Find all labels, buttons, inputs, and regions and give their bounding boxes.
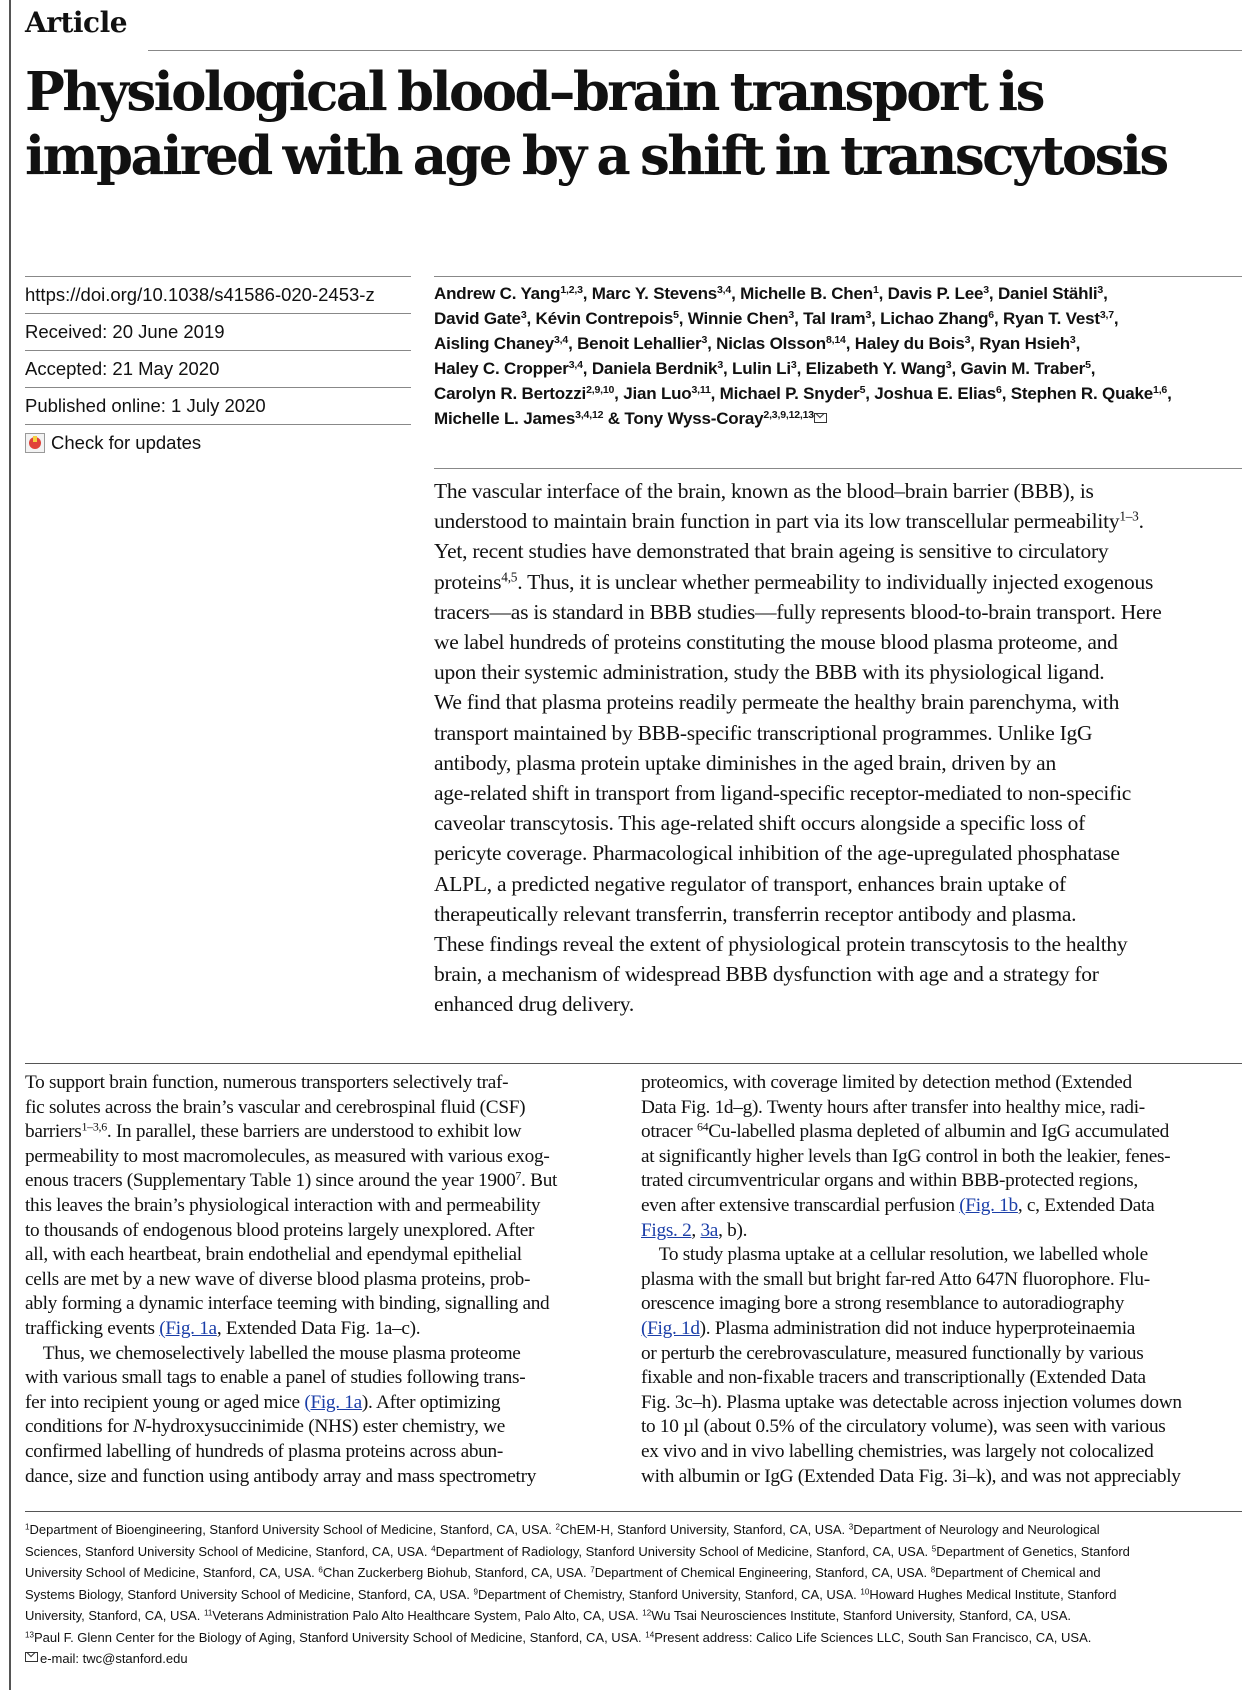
body-line xyxy=(25,1194,623,1219)
citation-ref: 1–3 xyxy=(1119,508,1139,524)
body-line xyxy=(641,1145,1239,1170)
author-separator: , xyxy=(731,284,741,303)
author-name[interactable]: Lulin Li xyxy=(732,359,791,378)
author-separator: , xyxy=(878,284,888,303)
author-separator: , xyxy=(1001,384,1011,403)
author-name[interactable]: Daniela Berdnik xyxy=(591,359,718,378)
affiliation-number: 3 xyxy=(945,359,952,372)
abstract-line: The vascular interface of the brain, known as the blood–brain barrier (BBB), is xyxy=(434,479,1094,503)
crossmark-icon xyxy=(25,433,45,453)
body-line xyxy=(25,1415,623,1440)
text-run: Paul F. Glenn Center for the Biology of Aging, Stanford University School of Medicine, Stanford, CA, USA. xyxy=(33,1629,646,1645)
text-run: with various small tags to enable a panel of studies following trans- xyxy=(25,1367,526,1389)
abstract-line: caveolar transcytosis. This age-related shift occurs alongside a specific loss of xyxy=(434,811,1086,836)
abstract-line: enhanced drug delivery. xyxy=(434,992,635,1017)
body-line xyxy=(25,1169,623,1194)
affiliations-footnotes xyxy=(25,1519,1245,1670)
affiliation-number: 3,4 xyxy=(717,284,732,297)
text-run: Howard Hughes Medical Institute, Stanford xyxy=(869,1586,1117,1602)
body-line xyxy=(641,1243,1239,1268)
superscript-ref: 9 xyxy=(473,1587,478,1597)
check-for-updates-label: Check for updates xyxy=(51,432,202,453)
body-line xyxy=(25,1219,623,1244)
author-separator: , xyxy=(865,384,875,403)
author-line xyxy=(434,381,1244,406)
text-run: Thus, we chemoselectively labelled the mouse plasma proteome xyxy=(25,1342,521,1364)
text-run: ). Plasma administration did not induce hyperproteinaemia xyxy=(699,1317,1136,1339)
author-separator: , xyxy=(723,359,733,378)
abstract-line: We find that plasma proteins readily permeate the healthy brain parenchyma, with xyxy=(434,690,1120,715)
superscript-ref: 10 xyxy=(860,1587,870,1597)
author-name[interactable]: Michelle B. Chen xyxy=(740,284,873,303)
figure-link[interactable]: (Fig. 1d xyxy=(641,1317,700,1339)
received-date: Received: 20 June 2019 xyxy=(25,313,411,350)
body-line xyxy=(641,1120,1239,1145)
text-run: fixable and non-fixable tracers and transcriptionally (Extended Data xyxy=(641,1367,1146,1389)
abstract-line: age-related shift in transport from ligand-specific receptor-mediated to non-specific xyxy=(434,781,1132,806)
text-run: , b). xyxy=(718,1219,748,1241)
body-line xyxy=(641,1071,1239,1096)
abstract-line xyxy=(434,567,1242,597)
figure-link[interactable]: (Fig. 1a xyxy=(304,1391,362,1413)
text-run: permeability to most macromolecules, as measured with various exog- xyxy=(25,1145,550,1167)
author-name[interactable]: Carolyn R. Bertozzi xyxy=(434,384,587,403)
body-line xyxy=(641,1292,1239,1317)
abstract-line xyxy=(434,506,1242,536)
text-run: at significantly higher levels than IgG control in both the leakier, fenes- xyxy=(641,1145,1171,1167)
affiliation-number: 2,3,9,12,13 xyxy=(763,409,814,422)
affiliation-number: 5 xyxy=(673,309,679,322)
text-run: enous tracers (Supplementary Table 1) since around the year 1900 xyxy=(25,1170,516,1192)
published-date: Published online: 1 July 2020 xyxy=(25,387,411,424)
superscript-ref: 4 xyxy=(431,1544,436,1554)
body-line xyxy=(25,1268,623,1293)
text-run: Systems Biology, Stanford University School of Medicine, Stanford, CA, USA. xyxy=(25,1586,474,1602)
body-line xyxy=(25,1342,623,1367)
text-run: To study plasma uptake at a cellular resolution, we labelled whole xyxy=(641,1244,1148,1266)
affiliation-number: 6 xyxy=(988,309,994,322)
superscript-ref: 1–3,6 xyxy=(81,1119,107,1134)
superscript-ref: 5 xyxy=(931,1544,937,1554)
text-run: To support brain function, numerous transporters selectively traf- xyxy=(25,1072,509,1093)
article-title xyxy=(25,60,1240,188)
author-separator: , xyxy=(678,309,688,328)
title-line-2: impaired with age by a shift in transcytosis xyxy=(25,125,1167,187)
author-name[interactable]: Stephen R. Quake xyxy=(1010,384,1154,403)
article-type-label: Article xyxy=(25,6,128,39)
text-run: orescence imaging bore a strong resemblance to autoradiography xyxy=(641,1293,1125,1315)
text-run: Veterans Administration Palo Alto Healthcare System, Palo Alto, CA, USA. xyxy=(212,1608,643,1623)
footnote-line xyxy=(25,1627,1245,1649)
author-name[interactable]: Winnie Chen xyxy=(687,309,789,328)
body-line xyxy=(641,1219,1239,1244)
affiliation-number: 6 xyxy=(996,384,1002,397)
text-run: dance, size and function using antibody array and mass spectrometry xyxy=(25,1465,537,1487)
text-run: e-mail: twc@stanford.edu xyxy=(40,1651,188,1666)
body-line xyxy=(641,1317,1239,1342)
author-separator: , xyxy=(582,359,592,378)
italic-run: N xyxy=(132,1416,146,1438)
body-line xyxy=(641,1440,1239,1465)
affiliation-number: 3 xyxy=(701,334,708,347)
text-run: ex vivo and in vivo labelling chemistries, was largely not colocalized xyxy=(641,1440,1154,1462)
check-for-updates-button[interactable] xyxy=(25,424,411,461)
body-line xyxy=(641,1415,1239,1440)
body-line xyxy=(25,1071,623,1096)
text-run: confirmed labelling of hundreds of plasma proteins across abun- xyxy=(25,1440,503,1462)
author-separator: , xyxy=(1113,309,1119,328)
text-run: -hydroxysuccinimide (NHS) ester chemistry, we xyxy=(145,1416,506,1438)
envelope-icon xyxy=(25,1652,38,1662)
body-line xyxy=(25,1243,623,1268)
affiliation-number: 3 xyxy=(520,309,527,322)
abstract-line: tracers—as is standard in BBB studies—fully represents blood-to-brain transport. Here xyxy=(434,599,1162,624)
author-name[interactable]: Kévin Contrepois xyxy=(535,309,674,328)
abstract-text: proteins xyxy=(434,569,502,594)
author-separator: , xyxy=(614,384,624,403)
text-run: Department of Chemistry, Stanford University, Stanford, CA, USA. xyxy=(477,1586,861,1602)
affiliation-number: 3 xyxy=(788,309,795,322)
author-name[interactable]: Jian Luo xyxy=(623,384,692,403)
abstract-line: brain, a mechanism of widespread BBB dysfunction with age and a strategy for xyxy=(434,962,1099,987)
author-name[interactable]: Michael P. Snyder xyxy=(719,384,860,403)
abstract-line: transport maintained by BBB-specific transcriptional programmes. Unlike IgG xyxy=(434,720,1093,745)
author-name[interactable]: Davis P. Lee xyxy=(887,284,984,303)
author-list xyxy=(434,281,1244,431)
text-run: plasma with the small but bright far-red Atto 647N fluorophore. Flu- xyxy=(641,1268,1150,1290)
author-separator: , xyxy=(796,359,806,378)
author-separator: , xyxy=(526,309,536,328)
author-separator: , xyxy=(794,309,804,328)
text-run: Department of Chemical and xyxy=(935,1565,1101,1580)
abstract-rule xyxy=(434,468,1242,469)
author-separator: , xyxy=(707,334,717,353)
figure-link[interactable]: (Fig. 1a xyxy=(159,1317,217,1339)
abstract-line: upon their systemic administration, study the BBB with its physiological ligand. xyxy=(434,660,1105,685)
text-run: all, with each heartbeat, brain endothelial and ependymal epithelial xyxy=(25,1244,522,1266)
text-run: Present address: Calico Life Sciences LLC, South San Francisco, CA, USA. xyxy=(654,1629,1092,1645)
text-run: Department of Genetics, Stanford xyxy=(936,1543,1130,1559)
author-name[interactable]: Tony Wyss-Coray xyxy=(624,409,764,428)
author-name[interactable]: Niclas Olsson xyxy=(716,334,826,353)
abstract-text: . xyxy=(1138,509,1144,534)
header-rule xyxy=(148,50,1242,51)
author-separator: , xyxy=(871,309,881,328)
author-name[interactable]: Haley C. Cropper xyxy=(434,359,569,378)
author-separator: , xyxy=(993,309,1003,328)
abstract-line: pericyte coverage. Pharmacological inhibition of the age-upregulated phosphatase xyxy=(434,841,1120,866)
affiliation-number: 3 xyxy=(717,359,723,372)
author-name[interactable]: Benoit Lehallier xyxy=(577,334,702,353)
superscript-ref: 3 xyxy=(848,1522,854,1532)
text-run: barriers xyxy=(25,1121,82,1143)
body-line xyxy=(641,1096,1239,1121)
affiliation-number: 3 xyxy=(964,334,971,347)
author-name[interactable]: Haley du Bois xyxy=(854,334,965,353)
footnote-line xyxy=(25,1605,1245,1627)
author-name[interactable]: Ryan T. Vest xyxy=(1003,309,1100,328)
text-run: this leaves the brain’s physiological interaction with and permeability xyxy=(25,1194,541,1216)
affiliation-number: 2,9,10 xyxy=(586,384,615,397)
footnote-line xyxy=(25,1562,1245,1584)
author-line xyxy=(434,306,1244,331)
text-run: ). After optimizing xyxy=(361,1391,501,1413)
superscript-ref: 11 xyxy=(203,1608,213,1618)
superscript-ref: 7 xyxy=(590,1565,595,1575)
abstract xyxy=(434,476,1242,1020)
text-run: Fig. 3c–h). Plasma uptake was detectable across injection volumes down xyxy=(641,1391,1182,1413)
text-run: cells are met by a new wave of diverse blood plasma proteins, prob- xyxy=(25,1268,531,1290)
superscript-ref: 12 xyxy=(642,1608,652,1618)
abstract-line: Yet, recent studies have demonstrated that brain ageing is sensitive to circulatory xyxy=(434,539,1109,564)
affiliation-number: 8,14 xyxy=(826,334,846,347)
footnote-line xyxy=(25,1648,1245,1670)
affiliation-number: 3 xyxy=(790,359,797,372)
abstract-line: ALPL, a predicted negative regulator of transport, enhances brain uptake of xyxy=(434,871,1066,896)
article-metadata xyxy=(25,276,411,461)
text-run: to thousands of endogenous blood proteins largely unexplored. After xyxy=(25,1219,535,1241)
text-run: ChEM-H, Stanford University, Stanford, CA, USA. xyxy=(560,1522,849,1537)
superscript-ref: 7 xyxy=(515,1168,522,1183)
text-run: Department of Radiology, Stanford University School of Medicine, Stanford, CA, USA. xyxy=(435,1543,932,1559)
affiliation-number: 1,6 xyxy=(1153,384,1168,397)
text-run: Wu Tsai Neurosciences Institute, Stanford University, Stanford, CA, USA. xyxy=(651,1608,1071,1623)
text-run: fic solutes across the brain’s vascular and cerebrospinal fluid (CSF) xyxy=(25,1096,526,1118)
affiliation-number: 3,4 xyxy=(554,334,569,347)
affiliation-number: 3 xyxy=(983,284,989,297)
body-line xyxy=(641,1194,1239,1219)
author-name[interactable]: David Gate xyxy=(434,309,521,328)
author-name[interactable]: Tal Iram xyxy=(803,309,866,328)
author-separator: , xyxy=(970,334,980,353)
affiliation-number: 5 xyxy=(1085,359,1091,372)
affiliation-number: 3,4 xyxy=(568,359,583,372)
text-run: fer into recipient young or aged mice xyxy=(25,1391,305,1413)
title-line-1: Physiological blood–brain transport is xyxy=(25,61,1043,123)
author-name[interactable]: Gavin M. Traber xyxy=(960,359,1086,378)
body-line xyxy=(25,1292,623,1317)
left-margin-bar xyxy=(9,0,11,1690)
body-column-left xyxy=(25,1071,623,1489)
author-separator: , xyxy=(845,334,855,353)
text-run: , c, Extended Data xyxy=(1017,1194,1155,1216)
affiliation-number: 3,4,12 xyxy=(575,409,604,422)
body-line xyxy=(25,1391,623,1416)
superscript-ref: 2 xyxy=(555,1522,561,1532)
affiliation-number: 3,11 xyxy=(691,384,711,397)
body-line xyxy=(641,1342,1239,1367)
author-separator: , xyxy=(582,284,592,303)
text-run: even after extensive transcardial perfusion xyxy=(641,1194,960,1216)
text-run: , xyxy=(691,1219,701,1241)
text-run: . In parallel, these barriers are understood to exhibit low xyxy=(106,1121,522,1143)
abstract-line: antibody, plasma protein uptake diminishes in the aged brain, driven by an xyxy=(434,750,1056,775)
doi-link[interactable]: https://doi.org/10.1038/s41586-020-2453-z xyxy=(25,276,411,313)
affiliation-number: 3 xyxy=(865,309,872,322)
text-run: Data Fig. 1d–g). Twenty hours after transfer into healthy mice, radi- xyxy=(641,1096,1145,1118)
footnote-line xyxy=(25,1541,1245,1563)
text-run: proteomics, with coverage limited by detection method (Extended xyxy=(641,1072,1132,1093)
author-separator: , xyxy=(1103,284,1108,303)
author-separator: , xyxy=(988,284,998,303)
text-run: trafficking events xyxy=(25,1317,160,1339)
author-separator: & xyxy=(603,409,625,428)
abstract-text: . Thus, it is unclear whether permeability to individually injected exogenous xyxy=(517,569,1154,594)
author-line xyxy=(434,281,1244,306)
superscript-ref: 6 xyxy=(318,1565,323,1575)
author-separator: , xyxy=(1075,334,1081,353)
text-run: or perturb the cerebrovasculature, measured functionally by various xyxy=(641,1342,1144,1364)
body-line xyxy=(641,1465,1239,1490)
body-column-right xyxy=(641,1071,1239,1489)
abstract-line: These findings reveal the extent of physiological protein transcytosis to the healthy xyxy=(434,932,1128,957)
authors-rule xyxy=(434,276,1242,277)
text-run: , Extended Data Fig. 1a–c). xyxy=(216,1317,421,1339)
body-line xyxy=(25,1145,623,1170)
body-line xyxy=(641,1268,1239,1293)
abstract-line: therapeutically relevant transferrin, transferrin receptor antibody and plasma. xyxy=(434,901,1077,926)
author-separator: , xyxy=(710,384,720,403)
author-name[interactable]: Andrew C. Yang xyxy=(434,284,561,303)
text-run: to 10 µl (about 0.5% of the circulatory volume), was seen with various xyxy=(641,1416,1166,1438)
text-run: with albumin or IgG (Extended Data Fig. 3i–k), and was not appreciably xyxy=(641,1465,1181,1487)
abstract-line: we label hundreds of proteins constituting the mouse blood plasma proteome, and xyxy=(434,630,1118,655)
text-run: University, Stanford, CA, USA. xyxy=(25,1608,204,1623)
author-name[interactable]: Joshua E. Elias xyxy=(874,384,997,403)
body-line xyxy=(641,1169,1239,1194)
body-line xyxy=(25,1366,623,1391)
affiliation-number: 5 xyxy=(859,384,866,397)
text-run: conditions for xyxy=(25,1416,133,1438)
author-separator: , xyxy=(1167,384,1172,403)
text-run: otracer xyxy=(641,1121,697,1143)
body-line xyxy=(25,1440,623,1465)
body-line xyxy=(25,1465,623,1490)
affiliation-number: 3,7 xyxy=(1099,309,1114,322)
citation-ref: 4,5 xyxy=(501,569,518,585)
author-separator: , xyxy=(1090,359,1096,378)
figure-link[interactable]: Figs. 2 xyxy=(641,1219,692,1241)
accepted-date: Accepted: 21 May 2020 xyxy=(25,350,411,387)
author-line xyxy=(434,331,1244,356)
envelope-icon[interactable] xyxy=(814,413,827,423)
text-run: Chan Zuckerberg Biohub, Stanford, CA, USA. xyxy=(322,1565,591,1580)
affiliation-number: 3 xyxy=(1069,334,1076,347)
text-run: University School of Medicine, Stanford, CA, USA. xyxy=(25,1565,319,1580)
author-name[interactable]: Elizabeth Y. Wang xyxy=(805,359,946,378)
text-run: Department of Chemical Engineering, Stanford, CA, USA. xyxy=(594,1565,931,1580)
superscript-ref: 8 xyxy=(930,1565,936,1575)
footnote-rule xyxy=(25,1511,1242,1512)
text-run: . But xyxy=(521,1170,558,1192)
author-line xyxy=(434,406,1244,431)
author-separator: , xyxy=(951,359,961,378)
author-separator: , xyxy=(568,334,578,353)
footnote-line xyxy=(25,1519,1245,1541)
text-run: trated circumventricular organs and within BBB-protected regions, xyxy=(641,1170,1138,1192)
text-run: Department of Bioengineering, Stanford University School of Medicine, Stanford, CA, USA. xyxy=(29,1522,556,1537)
author-name[interactable]: Marc Y. Stevens xyxy=(591,284,718,303)
author-name[interactable]: Lichao Zhang xyxy=(880,309,989,328)
author-name[interactable]: Ryan Hsieh xyxy=(979,334,1070,353)
text-run: Department of Neurology and Neurological xyxy=(853,1522,1100,1537)
body-line xyxy=(25,1317,623,1342)
author-line xyxy=(434,356,1244,381)
affiliation-number: 1 xyxy=(872,284,879,297)
superscript-ref: 14 xyxy=(645,1630,655,1640)
superscript-ref: 64 xyxy=(696,1119,709,1134)
body-line xyxy=(641,1391,1239,1416)
text-run: ably forming a dynamic interface teeming with binding, signalling and xyxy=(25,1293,550,1315)
affiliation-number: 1,2,3 xyxy=(560,284,583,297)
figure-link[interactable]: (Fig. 1b xyxy=(959,1194,1018,1216)
superscript-ref: 1 xyxy=(25,1522,30,1532)
body-line xyxy=(25,1096,623,1121)
figure-link[interactable]: 3a xyxy=(700,1219,719,1241)
author-name[interactable]: Aisling Chaney xyxy=(434,334,555,353)
affiliation-number: 3 xyxy=(1097,284,1104,297)
body-rule xyxy=(25,1063,1242,1064)
abstract-text: understood to maintain brain function in part via its low transcellular permeability xyxy=(434,509,1120,534)
body-line xyxy=(25,1120,623,1145)
body-line xyxy=(641,1366,1239,1391)
author-name[interactable]: Daniel Stähli xyxy=(997,284,1098,303)
author-name[interactable]: Michelle L. James xyxy=(434,409,576,428)
superscript-ref: 13 xyxy=(25,1630,34,1640)
text-run: Cu-labelled plasma depleted of albumin and IgG accumulated xyxy=(708,1121,1170,1143)
text-run: Sciences, Stanford University School of Medicine, Stanford, CA, USA. xyxy=(25,1543,432,1559)
footnote-line xyxy=(25,1584,1245,1606)
